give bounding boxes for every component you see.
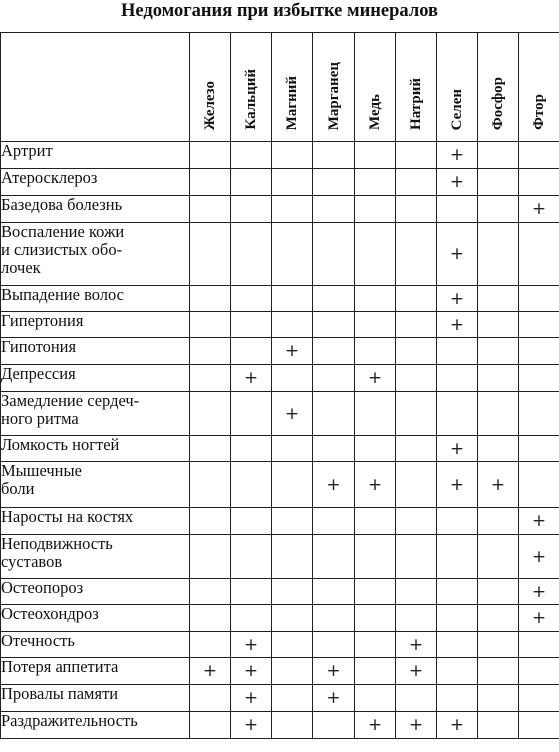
mark-cell xyxy=(355,142,396,169)
condition-cell xyxy=(1,392,190,436)
condition-cell xyxy=(1,169,190,196)
plus-mark: + xyxy=(408,661,424,681)
mark-cell xyxy=(231,605,272,632)
mark-cell xyxy=(519,632,559,658)
mark-cell xyxy=(396,685,437,712)
mineral-label: Кальций xyxy=(243,69,259,130)
mark-cell xyxy=(478,338,519,365)
table-body xyxy=(1,142,559,739)
mark-cell xyxy=(478,169,519,196)
plus-mark: + xyxy=(326,688,341,708)
condition-text: Наросты на костях xyxy=(1,507,134,526)
plus-mark: + xyxy=(531,581,547,602)
mark-cell xyxy=(313,196,355,223)
mark-cell xyxy=(519,286,559,312)
mark-cell xyxy=(396,712,437,739)
mark-cell xyxy=(190,658,231,685)
mark-cell xyxy=(437,338,478,365)
condition-text: Ломкость ногтей xyxy=(1,435,120,454)
mark-cell xyxy=(396,535,437,579)
mark-cell xyxy=(396,312,437,338)
condition-text: Отечность xyxy=(1,631,75,650)
mark-cell xyxy=(272,286,313,312)
plus-mark: + xyxy=(449,314,465,335)
table-row xyxy=(1,223,559,286)
condition-text: Выпадение волос xyxy=(1,285,125,304)
mark-cell xyxy=(313,365,355,392)
mark-cell xyxy=(355,169,396,196)
mark-cell xyxy=(437,462,478,508)
mark-cell xyxy=(313,508,355,535)
mark-cell xyxy=(519,312,559,338)
mark-cell xyxy=(437,508,478,535)
mark-cell xyxy=(231,436,272,462)
mark-cell xyxy=(231,169,272,196)
condition-cell xyxy=(1,142,190,169)
mark-cell xyxy=(396,605,437,632)
table-row xyxy=(1,579,559,605)
mark-cell xyxy=(355,632,396,658)
mark-cell xyxy=(478,223,519,286)
plus-mark: + xyxy=(490,474,506,495)
condition-text: Неподвижность xyxy=(1,534,113,553)
mineral-header-med xyxy=(355,33,396,142)
mineral-label: Селен xyxy=(449,88,465,130)
mark-cell xyxy=(313,632,355,658)
mark-cell xyxy=(272,508,313,535)
plus-mark: + xyxy=(243,368,259,388)
mark-cell xyxy=(478,312,519,338)
mark-cell xyxy=(313,436,355,462)
mark-cell xyxy=(313,169,355,196)
mark-cell xyxy=(478,142,519,169)
mark-cell xyxy=(437,605,478,632)
mark-cell xyxy=(231,535,272,579)
mark-cell xyxy=(313,223,355,286)
condition-cell xyxy=(1,436,190,462)
mark-cell xyxy=(355,508,396,535)
mark-cell xyxy=(396,196,437,223)
mark-cell xyxy=(190,338,231,365)
plus-mark: + xyxy=(449,438,465,459)
condition-text: Атеросклероз xyxy=(1,168,98,187)
condition-cell xyxy=(1,312,190,338)
condition-cell xyxy=(1,685,190,712)
mark-cell xyxy=(272,579,313,605)
mark-cell xyxy=(231,392,272,436)
mark-cell xyxy=(519,462,559,508)
mark-cell xyxy=(437,579,478,605)
mark-cell xyxy=(437,312,478,338)
mark-cell xyxy=(396,579,437,605)
mark-cell xyxy=(231,312,272,338)
mark-cell xyxy=(190,508,231,535)
plus-mark: + xyxy=(449,288,465,309)
condition-text: Воспаление кожи xyxy=(1,222,125,241)
plus-mark: + xyxy=(531,546,547,567)
plus-mark: + xyxy=(408,634,424,655)
mark-cell xyxy=(396,169,437,196)
table-row xyxy=(1,685,559,712)
condition-cell xyxy=(1,712,190,739)
mark-cell xyxy=(231,338,272,365)
mark-cell xyxy=(313,579,355,605)
mark-cell xyxy=(272,169,313,196)
mark-cell xyxy=(437,632,478,658)
table-row xyxy=(1,462,559,508)
page-title: Недомогания при избытке минералов xyxy=(121,1,438,21)
mineral-header-natriy xyxy=(396,33,437,142)
condition-text: Раздражительность xyxy=(1,711,138,730)
mark-cell xyxy=(437,365,478,392)
condition-text: Депрессия xyxy=(1,364,76,383)
mark-cell xyxy=(355,712,396,739)
mark-cell xyxy=(396,658,437,685)
mineral-label: Медь xyxy=(367,94,383,130)
condition-cell xyxy=(1,579,190,605)
mark-cell xyxy=(272,196,313,223)
mark-cell xyxy=(313,312,355,338)
condition-cell xyxy=(1,338,190,365)
mark-cell xyxy=(396,286,437,312)
table-row xyxy=(1,712,559,739)
mark-cell xyxy=(313,392,355,436)
mark-cell xyxy=(355,436,396,462)
mark-cell xyxy=(231,632,272,658)
mark-cell xyxy=(519,685,559,712)
mark-cell xyxy=(478,462,519,508)
mark-cell xyxy=(519,535,559,579)
mark-cell xyxy=(190,579,231,605)
mark-cell xyxy=(396,508,437,535)
mark-cell xyxy=(190,196,231,223)
mark-cell xyxy=(437,535,478,579)
mark-cell xyxy=(272,436,313,462)
mark-cell xyxy=(355,312,396,338)
mineral-label: Натрий xyxy=(408,78,424,130)
mark-cell xyxy=(272,462,313,508)
mark-cell xyxy=(272,312,313,338)
plus-mark: + xyxy=(408,715,424,735)
mark-cell xyxy=(519,579,559,605)
mark-cell xyxy=(478,286,519,312)
mark-cell xyxy=(355,462,396,508)
mark-cell xyxy=(478,535,519,579)
mark-cell xyxy=(519,436,559,462)
plus-mark: + xyxy=(531,608,547,628)
mark-cell xyxy=(519,658,559,685)
mark-cell xyxy=(396,392,437,436)
condition-cell xyxy=(1,365,190,392)
mark-cell xyxy=(190,169,231,196)
condition-text: Мышечные xyxy=(1,461,82,480)
table-row xyxy=(1,436,559,462)
mark-cell xyxy=(355,579,396,605)
mineral-header-zhelezo xyxy=(190,33,231,142)
condition-cell xyxy=(1,535,190,579)
mark-cell xyxy=(355,196,396,223)
table-row xyxy=(1,392,559,436)
mark-cell xyxy=(190,535,231,579)
minerals-table xyxy=(0,32,559,739)
table-row xyxy=(1,605,559,632)
table-row xyxy=(1,632,559,658)
mark-cell xyxy=(231,579,272,605)
plus-mark: + xyxy=(531,199,547,219)
condition-text: Остеохондроз xyxy=(1,604,99,623)
header-row xyxy=(1,33,559,142)
mark-cell xyxy=(190,365,231,392)
mark-cell xyxy=(272,535,313,579)
condition-text: Базедова болезнь xyxy=(1,195,123,214)
condition-text: боли xyxy=(1,479,35,498)
mark-cell xyxy=(190,632,231,658)
mark-cell xyxy=(190,712,231,739)
plus-mark: + xyxy=(449,715,465,735)
mark-cell xyxy=(437,658,478,685)
table-row xyxy=(1,338,559,365)
plus-mark: + xyxy=(202,661,218,681)
plus-mark: + xyxy=(243,661,259,681)
mark-cell xyxy=(231,712,272,739)
condition-cell xyxy=(1,462,190,508)
mark-cell xyxy=(519,142,559,169)
mark-cell xyxy=(478,392,519,436)
mark-cell xyxy=(313,142,355,169)
mark-cell xyxy=(478,632,519,658)
condition-cell xyxy=(1,223,190,286)
mark-cell xyxy=(396,436,437,462)
mark-cell xyxy=(478,508,519,535)
mark-cell xyxy=(272,365,313,392)
mark-cell xyxy=(190,142,231,169)
mark-cell xyxy=(519,169,559,196)
condition-text: Гипотония xyxy=(1,337,77,356)
mark-cell xyxy=(519,196,559,223)
table-row xyxy=(1,535,559,579)
mark-cell xyxy=(478,196,519,223)
mark-cell xyxy=(478,579,519,605)
mark-cell xyxy=(355,685,396,712)
mark-cell xyxy=(396,365,437,392)
condition-text: Провалы памяти xyxy=(1,684,119,703)
mark-cell xyxy=(272,338,313,365)
mark-cell xyxy=(313,338,355,365)
mineral-label: Магний xyxy=(284,75,300,130)
mark-cell xyxy=(355,535,396,579)
mark-cell xyxy=(355,365,396,392)
plus-mark: + xyxy=(284,403,300,424)
mark-cell xyxy=(355,338,396,365)
mark-cell xyxy=(437,169,478,196)
mark-cell xyxy=(478,685,519,712)
plus-mark: + xyxy=(326,474,341,495)
condition-cell xyxy=(1,286,190,312)
mark-cell xyxy=(190,312,231,338)
mark-cell xyxy=(231,196,272,223)
mark-cell xyxy=(396,223,437,286)
mark-cell xyxy=(437,142,478,169)
table-row xyxy=(1,508,559,535)
mark-cell xyxy=(355,392,396,436)
mark-cell xyxy=(313,712,355,739)
plus-mark: + xyxy=(449,145,465,165)
mark-cell xyxy=(190,223,231,286)
mark-cell xyxy=(437,712,478,739)
mark-cell xyxy=(437,685,478,712)
mineral-header-fosfor xyxy=(478,33,519,142)
table-row xyxy=(1,286,559,312)
mark-cell xyxy=(272,685,313,712)
mark-cell xyxy=(519,712,559,739)
mark-cell xyxy=(355,286,396,312)
mark-cell xyxy=(272,392,313,436)
mark-cell xyxy=(190,392,231,436)
mark-cell xyxy=(272,223,313,286)
mark-cell xyxy=(396,462,437,508)
mark-cell xyxy=(437,286,478,312)
mark-cell xyxy=(437,392,478,436)
mark-cell xyxy=(478,436,519,462)
plus-mark: + xyxy=(367,715,383,735)
mark-cell xyxy=(272,712,313,739)
table-row xyxy=(1,312,559,338)
mark-cell xyxy=(355,605,396,632)
condition-cell xyxy=(1,605,190,632)
condition-cell xyxy=(1,632,190,658)
condition-text: и слизистых обо- xyxy=(1,240,123,259)
mineral-header-selen xyxy=(437,33,478,142)
mark-cell xyxy=(231,685,272,712)
mark-cell xyxy=(313,462,355,508)
mark-cell xyxy=(231,142,272,169)
mark-cell xyxy=(190,605,231,632)
mark-cell xyxy=(313,605,355,632)
mark-cell xyxy=(478,365,519,392)
plus-mark: + xyxy=(531,511,547,531)
mark-cell xyxy=(190,685,231,712)
mark-cell xyxy=(272,605,313,632)
mark-cell xyxy=(231,658,272,685)
condition-text: Гипертония xyxy=(1,311,84,330)
mark-cell xyxy=(478,658,519,685)
mark-cell xyxy=(231,365,272,392)
mark-cell xyxy=(190,462,231,508)
condition-cell xyxy=(1,196,190,223)
plus-mark: + xyxy=(449,474,465,495)
mark-cell xyxy=(519,392,559,436)
table-row xyxy=(1,142,559,169)
plus-mark: + xyxy=(367,368,383,388)
condition-cell xyxy=(1,508,190,535)
plus-mark: + xyxy=(243,715,259,735)
mark-cell xyxy=(396,632,437,658)
mark-cell xyxy=(231,223,272,286)
plus-mark: + xyxy=(449,244,465,264)
table-row xyxy=(1,658,559,685)
condition-text: Потеря аппетита xyxy=(1,657,119,676)
mineral-header-marganets xyxy=(313,33,355,142)
condition-text: лочек xyxy=(1,258,41,277)
plus-mark: + xyxy=(367,474,383,495)
plus-mark: + xyxy=(284,341,300,361)
plus-mark: + xyxy=(449,172,465,192)
mark-cell xyxy=(313,535,355,579)
mark-cell xyxy=(313,286,355,312)
condition-text: Артрит xyxy=(1,141,53,160)
condition-header-cell xyxy=(1,33,190,142)
plus-mark: + xyxy=(243,634,259,655)
mark-cell xyxy=(437,436,478,462)
mark-cell xyxy=(272,658,313,685)
mineral-label: Железо xyxy=(202,80,218,130)
mineral-label: Фтор xyxy=(531,94,547,130)
mark-cell xyxy=(519,223,559,286)
condition-text: Замедление сердеч- xyxy=(1,391,140,410)
mark-cell xyxy=(437,223,478,286)
mark-cell xyxy=(190,436,231,462)
mark-cell xyxy=(231,286,272,312)
mark-cell xyxy=(272,632,313,658)
mark-cell xyxy=(519,365,559,392)
mineral-header-ftor xyxy=(519,33,559,142)
plus-mark: + xyxy=(326,661,341,681)
mark-cell xyxy=(355,658,396,685)
mark-cell xyxy=(519,338,559,365)
condition-text: суставов xyxy=(1,552,63,571)
mineral-label: Фосфор xyxy=(490,76,506,130)
mark-cell xyxy=(519,605,559,632)
condition-text: ного ритма xyxy=(1,409,79,428)
plus-mark: + xyxy=(243,688,259,708)
condition-text: Остеопороз xyxy=(1,578,84,597)
table-row xyxy=(1,169,559,196)
mark-cell xyxy=(396,338,437,365)
mark-cell xyxy=(231,462,272,508)
condition-cell xyxy=(1,658,190,685)
mark-cell xyxy=(355,223,396,286)
mark-cell xyxy=(272,142,313,169)
mark-cell xyxy=(231,508,272,535)
mineral-label: Марганец xyxy=(325,61,342,130)
table-row xyxy=(1,365,559,392)
mark-cell xyxy=(478,712,519,739)
mark-cell xyxy=(437,196,478,223)
mark-cell xyxy=(313,685,355,712)
mineral-header-magniy xyxy=(272,33,313,142)
mark-cell xyxy=(519,508,559,535)
mark-cell xyxy=(190,286,231,312)
table-row xyxy=(1,196,559,223)
mark-cell xyxy=(396,142,437,169)
mark-cell xyxy=(478,605,519,632)
mineral-header-kaltsiy xyxy=(231,33,272,142)
mark-cell xyxy=(313,658,355,685)
